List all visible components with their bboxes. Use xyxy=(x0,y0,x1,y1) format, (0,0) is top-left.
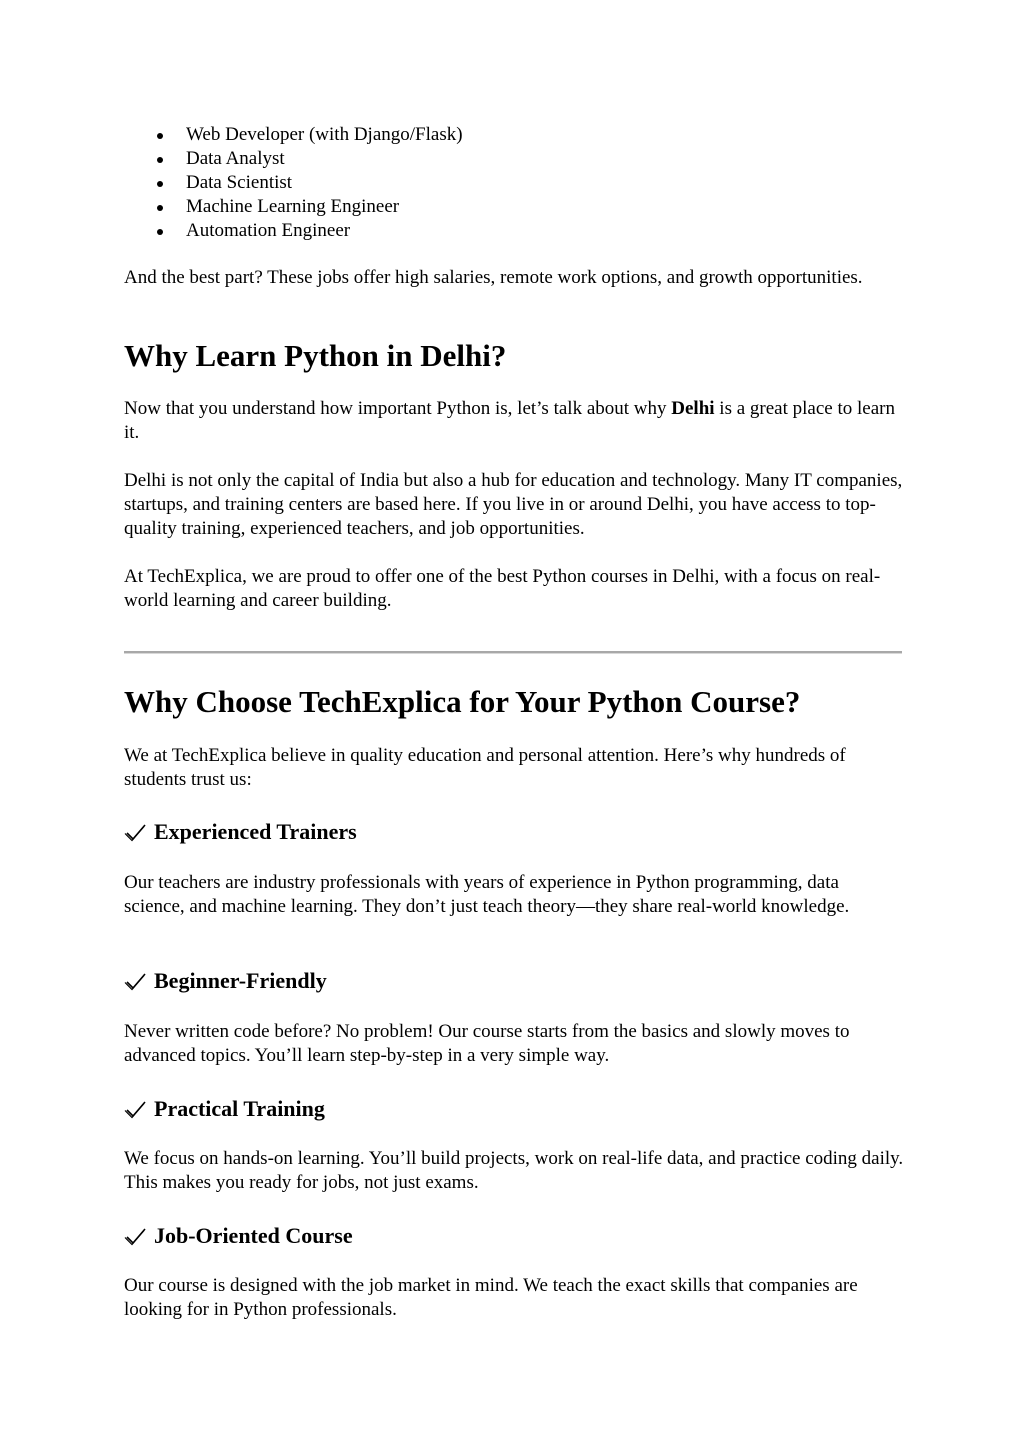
check-icon xyxy=(124,821,150,843)
list-item: Machine Learning Engineer xyxy=(124,195,463,219)
feature-heading-beginner-friendly: Beginner-Friendly xyxy=(124,967,327,995)
check-icon xyxy=(124,970,150,992)
intro-paragraph: And the best part? These jobs offer high salaries, remote work options, and growth opportunities. xyxy=(124,267,863,288)
delhi-paragraph-2: Delhi is not only the capital of India but also a hub for education and technology. Many IT companies, startups, and training centers are based here. If you live in or around Delhi, you have access to top-quality training, experienced teachers, and job opportunities. xyxy=(124,470,903,539)
bullet-icon xyxy=(157,229,163,235)
horizontal-divider xyxy=(124,651,902,654)
bullet-icon xyxy=(157,133,163,139)
list-item: Data Analyst xyxy=(124,147,463,171)
delhi-paragraph-3: At TechExplica, we are proud to offer one of the best Python courses in Delhi, with a focus on real-world learning and career building. xyxy=(124,566,881,611)
list-item: Data Scientist xyxy=(124,171,463,195)
heading-why-learn-delhi: Why Learn Python in Delhi? xyxy=(124,338,507,373)
check-icon xyxy=(124,1098,150,1120)
bullet-icon xyxy=(157,181,163,187)
feature-text-experienced-trainers: Our teachers are industry professionals with years of experience in Python programming, data science, and machine learning. They don’t just teach theory—they share real-world knowledge. xyxy=(124,872,850,917)
heading-why-choose: Why Choose TechExplica for Your Python Course? xyxy=(124,684,801,719)
job-roles-list xyxy=(124,123,463,243)
feature-heading-practical-training: Practical Training xyxy=(124,1095,325,1123)
feature-heading-job-oriented: Job-Oriented Course xyxy=(124,1222,353,1250)
check-icon xyxy=(124,1225,150,1247)
feature-text-practical-training: We focus on hands-on learning. You’ll build projects, work on real-life data, and practice coding daily. This makes you ready for jobs, not just exams. xyxy=(124,1148,904,1193)
bullet-icon xyxy=(157,157,163,163)
delhi-bold-text: Delhi xyxy=(671,398,715,419)
choose-intro-paragraph: We at TechExplica believe in quality education and personal attention. Here’s why hundreds of students trust us: xyxy=(124,745,846,790)
feature-heading-experienced-trainers: Experienced Trainers xyxy=(124,818,357,846)
feature-text-beginner-friendly: Never written code before? No problem! Our course starts from the basics and slowly moves to advanced topics. You’ll learn step-by-step in a very simple way. xyxy=(124,1021,850,1066)
list-item: Web Developer (with Django/Flask) xyxy=(124,123,463,147)
feature-text-job-oriented: Our course is designed with the job market in mind. We teach the exact skills that companies are looking for in Python professionals. xyxy=(124,1275,858,1320)
delhi-paragraph-1: Now that you understand how important Python is, let’s talk about why Delhi is a great place to learn it. xyxy=(124,398,895,443)
bullet-icon xyxy=(157,205,163,211)
list-item: Automation Engineer xyxy=(124,219,463,243)
